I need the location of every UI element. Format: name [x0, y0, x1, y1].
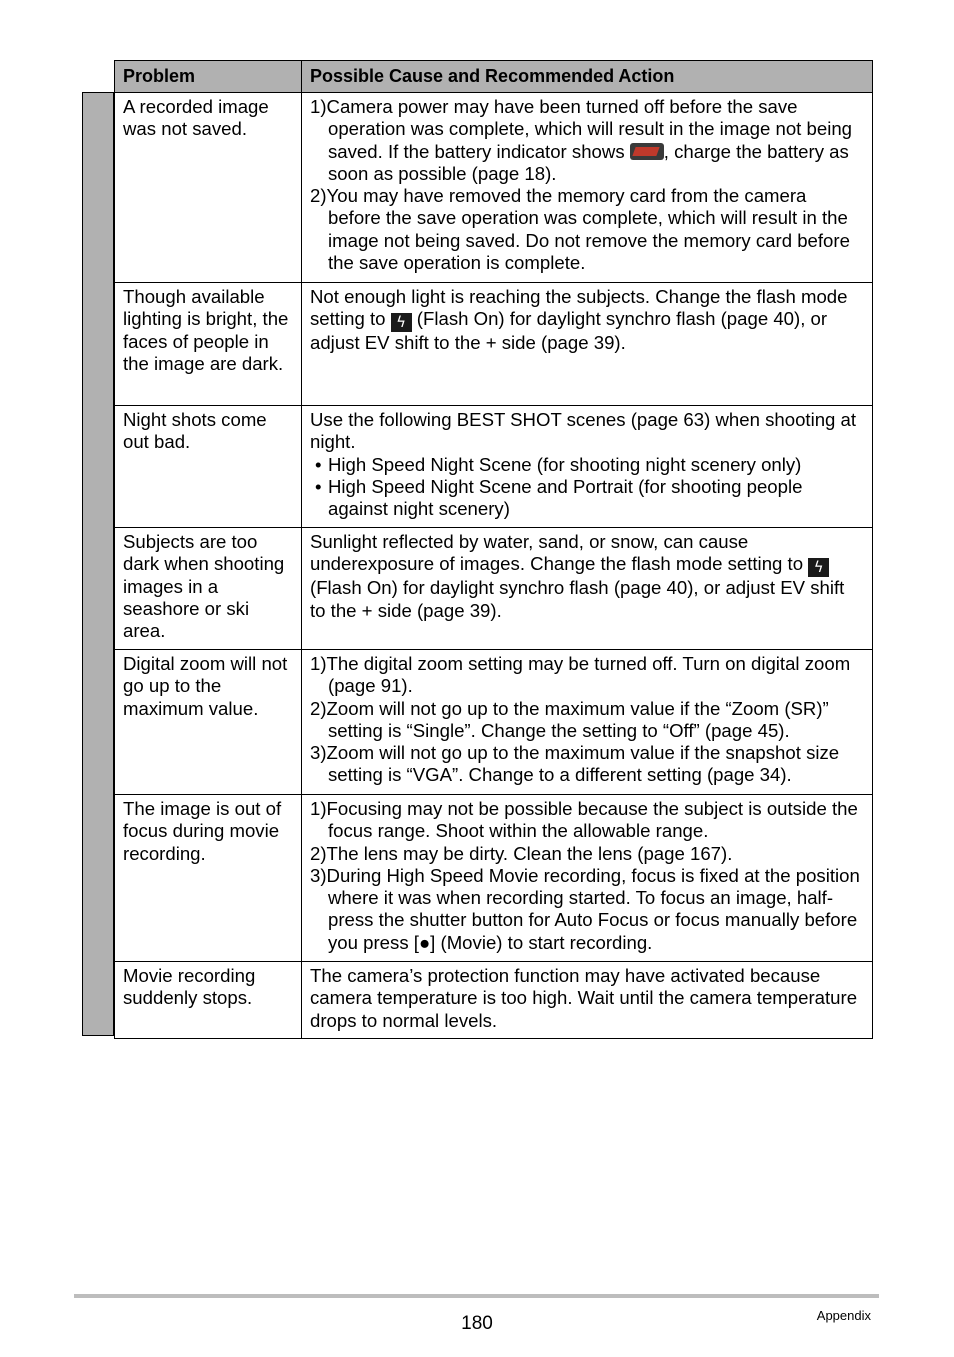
bullet-item: [310, 454, 864, 476]
problem-cell: Movie recording suddenly stops.: [115, 962, 302, 1039]
problem-cell: Digital zoom will not go up to the maximum value.: [115, 650, 302, 795]
numbered-item: [310, 865, 864, 954]
numbered-item: [310, 798, 864, 843]
numbered-item: [310, 698, 864, 743]
header-cause-action: Possible Cause and Recommended Action: [302, 61, 873, 93]
table-row: [115, 406, 873, 528]
text-run: 2)Zoom will not go up to the maximum value if the “Zoom (SR)” setting is “Single”. Change the setting to “Off” (page 45).: [310, 697, 829, 741]
section-label: Appendix: [816, 1308, 871, 1323]
table-row: [115, 650, 873, 795]
numbered-item: [310, 843, 864, 865]
bullet-text: High Speed Night Scene and Portrait (for shooting people against night scenery): [328, 475, 803, 520]
action-cell: [302, 795, 873, 962]
flash-on-icon: ϟ: [391, 313, 412, 332]
table-row: [115, 93, 873, 283]
text-run: 1)Focusing may not be possible because the subject is outside the focus range. Shoot within the allowable range.: [310, 798, 858, 842]
action-cell: [302, 283, 873, 406]
troubleshooting-table: [114, 60, 873, 1039]
table-row: [115, 283, 873, 406]
numbered-item: [310, 653, 864, 698]
numbered-item: [310, 742, 864, 787]
text-run: 3)Zoom will not go up to the maximum value if the snapshot size setting is “VGA”. Change to a different setting (page 34).: [310, 742, 840, 786]
action-paragraph: [310, 965, 864, 1032]
text-run: Use the following BEST SHOT scenes (page 63) when shooting at night.: [310, 409, 857, 453]
text-run: 1)The digital zoom setting may be turned off. Turn on digital zoom (page 91).: [310, 653, 851, 697]
header-problem: Problem: [115, 61, 302, 93]
text-run: 2)You may have removed the memory card from the camera before the save operation was complete, which will result in the image not being saved. Do not remove the memory card before the save operation is complete.: [310, 185, 850, 274]
action-cell: [302, 650, 873, 795]
text-run: 1)Camera power may have been turned off before the save operation was complete, which will result in the image not being saved. If the battery indicator shows: [310, 96, 853, 162]
numbered-item: [310, 185, 864, 274]
footer-rule: [74, 1294, 879, 1298]
action-paragraph: [310, 531, 864, 622]
action-cell: [302, 93, 873, 283]
text-run: (Flash On) for daylight synchro flash (page 40), or adjust EV shift to the + side (page 39).: [310, 577, 845, 621]
table-row: [115, 962, 873, 1039]
text-run: (Flash On) for daylight synchro flash (page 40), or adjust EV shift to the + side (page 39).: [310, 308, 828, 354]
table-row: [115, 528, 873, 650]
bullet-text: High Speed Night Scene (for shooting night scenery only): [328, 453, 802, 475]
text-run: 3)During High Speed Movie recording, focus is fixed at the position where it was when recording started. To focus an image, half-press the shutter button for Auto Focus or focus manually before you press [●] (Movie) to start recording.: [310, 864, 860, 953]
text-run: Sunlight reflected by water, sand, or snow, can cause underexposure of images. Change the flash mode setting to: [310, 531, 809, 575]
page-number: 180: [461, 1313, 493, 1334]
section-side-bar: [82, 92, 114, 1036]
problem-cell: Subjects are too dark when shooting images in a seashore or ski area.: [115, 528, 302, 650]
action-paragraph: [310, 286, 864, 355]
problem-cell: The image is out of focus during movie recording.: [115, 795, 302, 962]
action-cell: [302, 962, 873, 1039]
text-run: Not enough light is reaching the subjects. Change the flash mode setting to: [310, 286, 848, 330]
flash-on-icon: ϟ: [808, 558, 829, 577]
text-run: The camera’s protection function may have activated because camera temperature is too high. Wait until the camera temperature drops to normal levels.: [310, 965, 858, 1031]
table-header-row: [115, 61, 873, 93]
battery-low-icon: [630, 143, 664, 160]
problem-cell: A recorded image was not saved.: [115, 93, 302, 283]
bullet-item: [310, 476, 864, 521]
text-run: , charge the battery as soon as possible (page 18).: [328, 140, 849, 184]
numbered-item: [310, 96, 864, 185]
action-cell: [302, 406, 873, 528]
table-row: [115, 795, 873, 962]
problem-cell: Though available lighting is bright, the faces of people in the image are dark.: [115, 283, 302, 406]
problem-cell: Night shots come out bad.: [115, 406, 302, 528]
action-paragraph: [310, 409, 864, 454]
text-run: 2)The lens may be dirty. Clean the lens (page 167).: [310, 842, 733, 864]
action-cell: [302, 528, 873, 650]
